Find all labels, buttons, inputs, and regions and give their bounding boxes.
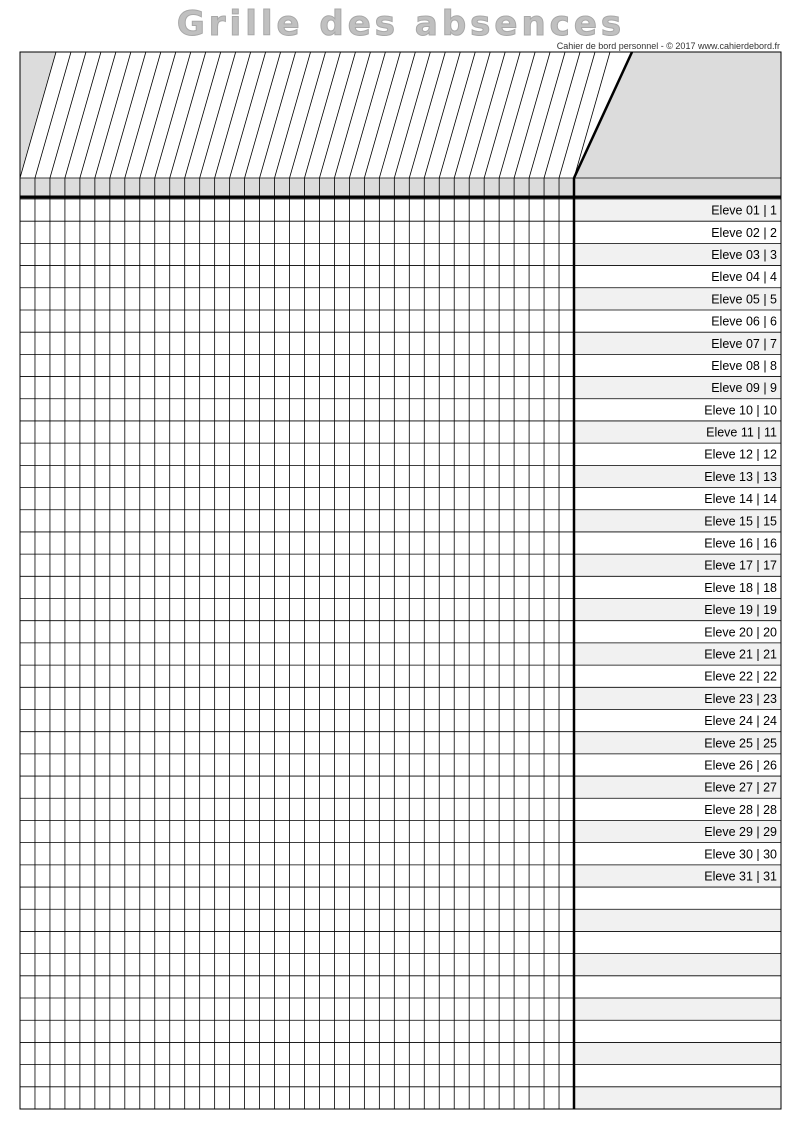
student-name: Eleve 27 | 27 [704,780,777,795]
row-date-cells [20,1065,574,1087]
page-title: Grille des absences [176,4,626,44]
row-date-cells [20,221,574,243]
row-date-cells [20,865,574,887]
row-date-cells [20,310,574,332]
row-date-cells [20,909,574,931]
row-date-cells [20,443,574,465]
student-name: Eleve 31 | 31 [704,869,777,884]
row-date-cells [20,776,574,798]
row-date-cells [20,665,574,687]
row-date-cells [20,798,574,820]
row-date-cells [20,754,574,776]
row-date-cells [20,687,574,709]
row-date-cells [20,266,574,288]
slanted-label-band [20,52,632,178]
row-date-cells [20,1042,574,1064]
student-name: Eleve 22 | 22 [704,669,777,684]
row-date-cells [20,199,574,221]
row-date-cells [20,576,574,598]
student-name: Eleve 07 | 7 [711,336,777,351]
row-date-cells [20,532,574,554]
row-date-cells [20,621,574,643]
student-name: Eleve 12 | 12 [704,447,777,462]
student-name: Eleve 15 | 15 [704,514,777,529]
row-date-cells [20,488,574,510]
row-date-cells [20,377,574,399]
student-name: Eleve 20 | 20 [704,625,777,640]
row-date-cells [20,243,574,265]
row-date-cells [20,976,574,998]
student-name: Eleve 10 | 10 [704,403,777,418]
student-name: Eleve 28 | 28 [704,802,777,817]
student-name: Eleve 01 | 1 [711,203,777,218]
row-date-cells [20,954,574,976]
row-date-cells [20,643,574,665]
row-date-cells [20,709,574,731]
row-date-cells [20,1020,574,1042]
student-name: Eleve 26 | 26 [704,758,777,773]
row-date-cells [20,931,574,953]
student-name: Eleve 03 | 3 [711,247,777,262]
student-name: Eleve 21 | 21 [704,647,777,662]
copyright-note: Cahier de bord personnel - © 2017 www.cahierdebord.fr [556,41,780,51]
student-name: Eleve 04 | 4 [711,270,777,285]
row-date-cells [20,732,574,754]
student-name: Eleve 09 | 9 [711,381,777,396]
student-name: Eleve 19 | 19 [704,603,777,618]
row-date-cells [20,887,574,909]
row-date-cells [20,1087,574,1109]
student-name: Eleve 11 | 11 [706,425,777,440]
student-name: Eleve 13 | 13 [704,469,777,484]
row-date-cells [20,554,574,576]
row-date-cells [20,998,574,1020]
student-name: Eleve 17 | 17 [704,558,777,573]
student-name: Eleve 14 | 14 [704,492,777,507]
row-date-cells [20,843,574,865]
row-date-cells [20,288,574,310]
student-name: Eleve 08 | 8 [711,358,777,373]
student-name: Eleve 23 | 23 [704,691,777,706]
student-name: Eleve 02 | 2 [711,225,777,240]
row-date-cells [20,399,574,421]
row-date-cells [20,421,574,443]
row-date-cells [20,599,574,621]
student-name: Eleve 25 | 25 [704,736,777,751]
student-name: Eleve 24 | 24 [704,714,777,729]
row-date-cells [20,465,574,487]
row-date-cells [20,332,574,354]
student-name: Eleve 06 | 6 [711,314,777,329]
student-name: Eleve 05 | 5 [711,292,777,307]
row-date-cells [20,510,574,532]
student-name: Eleve 18 | 18 [704,580,777,595]
row-date-cells [20,354,574,376]
row-date-cells [20,820,574,842]
student-name: Eleve 29 | 29 [704,825,777,840]
student-name: Eleve 16 | 16 [704,536,777,551]
student-name: Eleve 30 | 30 [704,847,777,862]
